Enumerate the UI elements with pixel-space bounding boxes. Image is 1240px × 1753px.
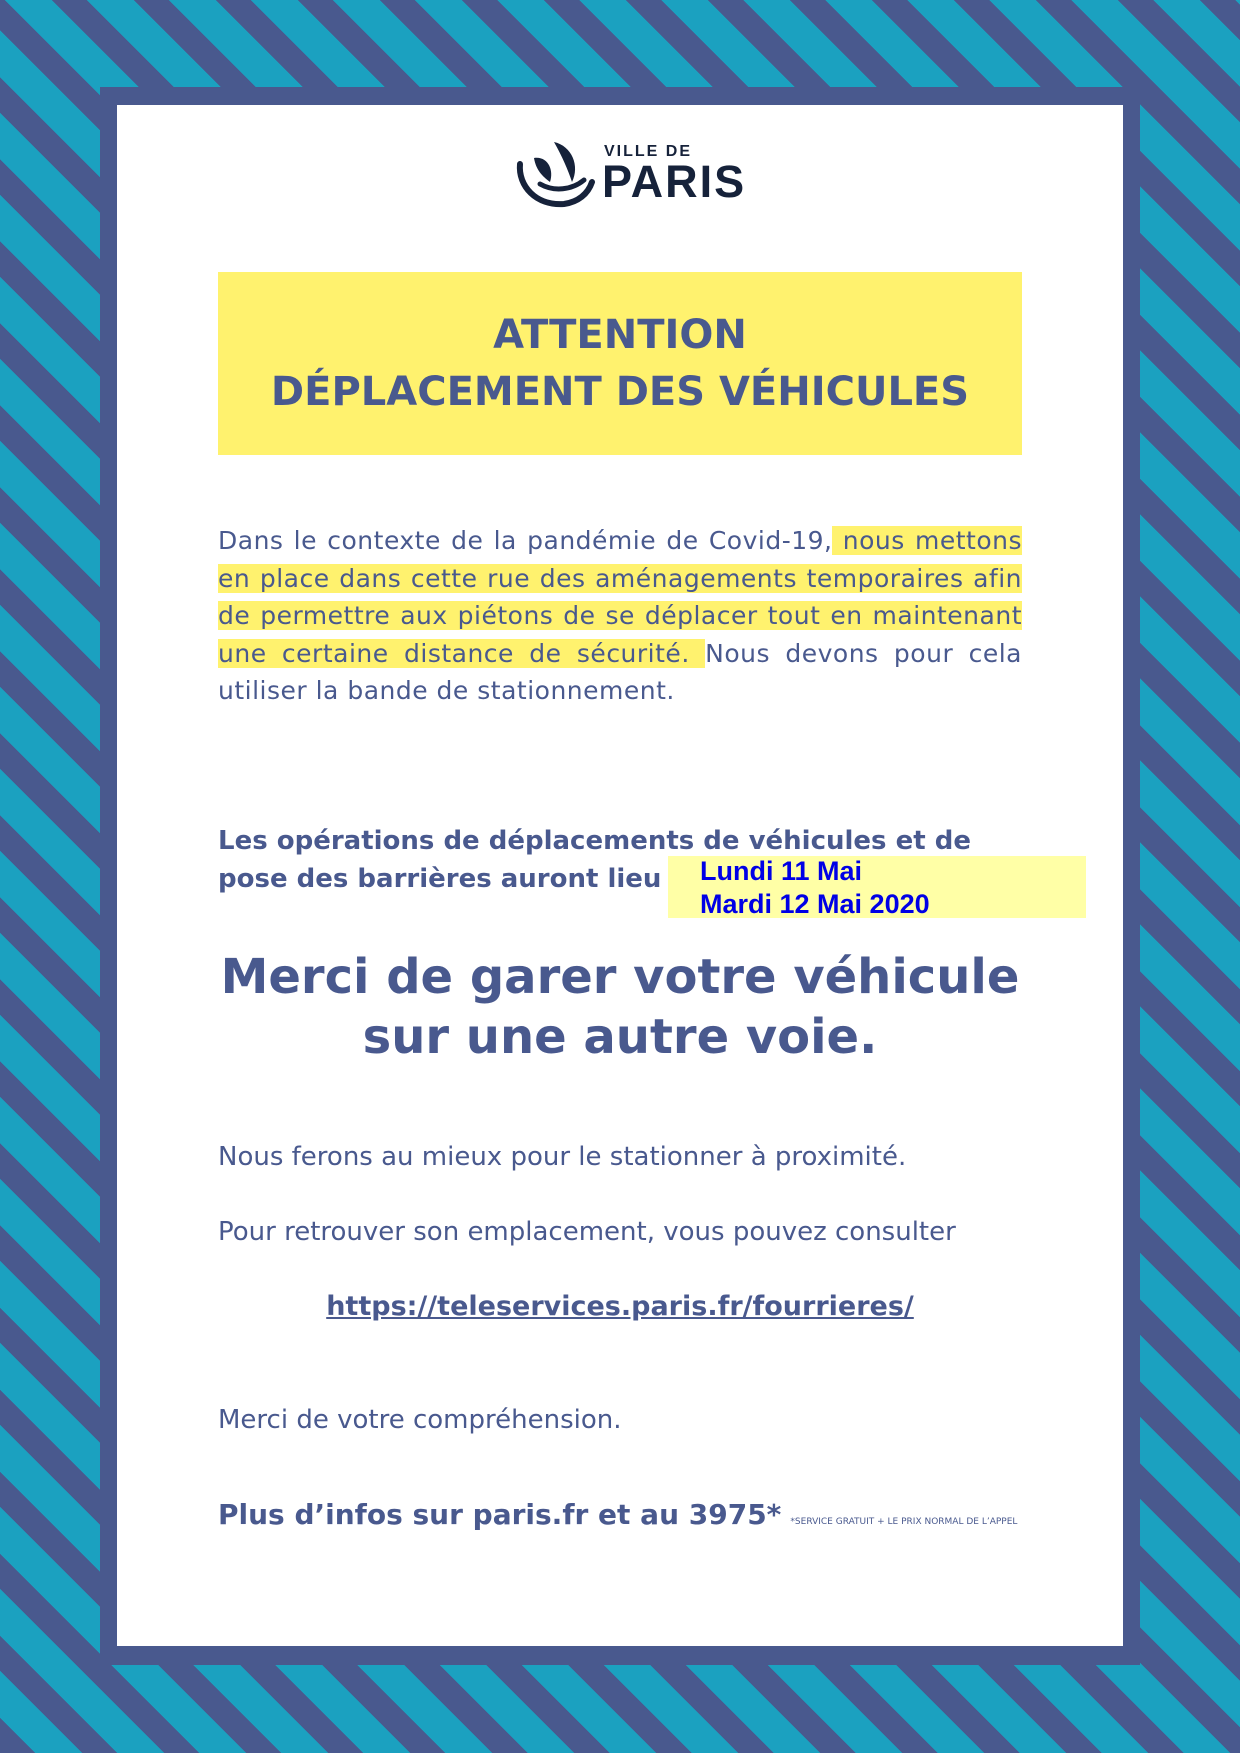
info-find-location: Pour retrouver son emplacement, vous pouvez consulter (218, 1217, 956, 1247)
intro-paragraph (218, 522, 1022, 710)
intro-text-after: Nous devons pour cela utiliser la bande de stationnement. (218, 638, 1022, 705)
fourrieres-link[interactable]: https://teleservices.paris.fr/fourrieres/ (326, 1291, 914, 1322)
logo-paris: PARIS (602, 156, 747, 207)
dates-box (668, 856, 1086, 918)
paris-boat-icon (514, 136, 596, 210)
date-tuesday: Mardi 12 Mai 2020 (700, 889, 930, 919)
footer-main-text: Plus d’infos sur paris.fr et au 3975* (218, 1498, 782, 1531)
parking-request-line-1: Merci de garer votre véhicule (220, 949, 1020, 1005)
footer-footnote: *SERVICE GRATUIT + LE PRIX NORMAL DE L’APPEL (790, 1517, 1018, 1527)
title-deplacement: DÉPLACEMENT DES VÉHICULES (270, 368, 970, 415)
ville-de-paris-logo (514, 136, 754, 210)
info-nearby-parking: Nous ferons au mieux pour le stationner à proximité. (218, 1142, 907, 1172)
intro-text-before: Dans le contexte de la pandémie de Covid-19, (218, 526, 833, 555)
footer-info (218, 1498, 1022, 1538)
date-monday: Lundi 11 Mai (700, 856, 863, 886)
title-banner (218, 272, 1022, 455)
closing-thanks: Merci de votre compréhension. (218, 1405, 622, 1435)
logo-ville-de: VILLE DE (604, 143, 693, 160)
parking-request-line-2: sur une autre voie. (362, 1009, 878, 1065)
operations-line-1: Les opérations de déplacements de véhicules et de (218, 826, 971, 856)
operations-line-2: pose des barrières auront lieu (218, 863, 662, 894)
parking-request (218, 947, 1022, 1067)
title-attention: ATTENTION (493, 311, 747, 358)
intro-text-highlight: nous mettons en place dans cette rue des aménagements temporaires afin de permettre aux piétons de se déplacer tout en maintenant une certaine distance de sécurité. (218, 526, 1022, 668)
